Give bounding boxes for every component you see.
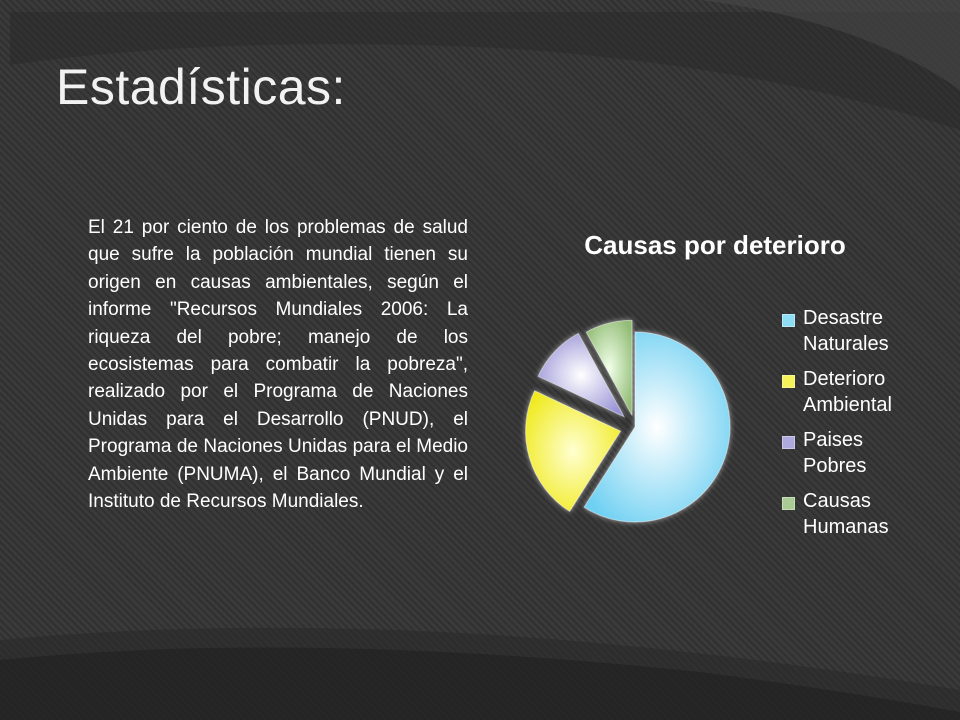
- legend-item: [782, 488, 952, 540]
- body-paragraph: El 21 por ciento de los problemas de salud que sufre la población mundial tienen su origen en causas ambientales, según el informe "Recursos Mundiales 2006: La riqueza del pobre; manejo de los ecosistemas para combatir la pobreza", realizado por el Programa de Naciones Unidas para el Desarrollo (PNUD), el Programa de Naciones Unidas para el Medio Ambiente (PNUMA), el Banco Mundial y el Instituto de Recursos Mundiales.: [88, 217, 468, 513]
- legend-swatch: [782, 314, 795, 327]
- legend-label: Deterioro Ambiental: [803, 368, 892, 416]
- legend-item: [782, 305, 952, 357]
- legend-label: Paises Pobres: [803, 429, 867, 477]
- legend-swatch: [782, 436, 795, 449]
- legend-label: Causas Humanas: [803, 490, 889, 538]
- chart-legend: [782, 305, 952, 549]
- legend-item: [782, 427, 952, 479]
- chart-title: Causas por deterioro: [584, 230, 846, 260]
- pie-chart: [490, 290, 780, 550]
- slide-title: Estadísticas:: [56, 59, 346, 115]
- legend-swatch: [782, 375, 795, 388]
- legend-item: [782, 366, 952, 418]
- legend-label: Desastre Naturales: [803, 307, 889, 355]
- legend-swatch: [782, 497, 795, 510]
